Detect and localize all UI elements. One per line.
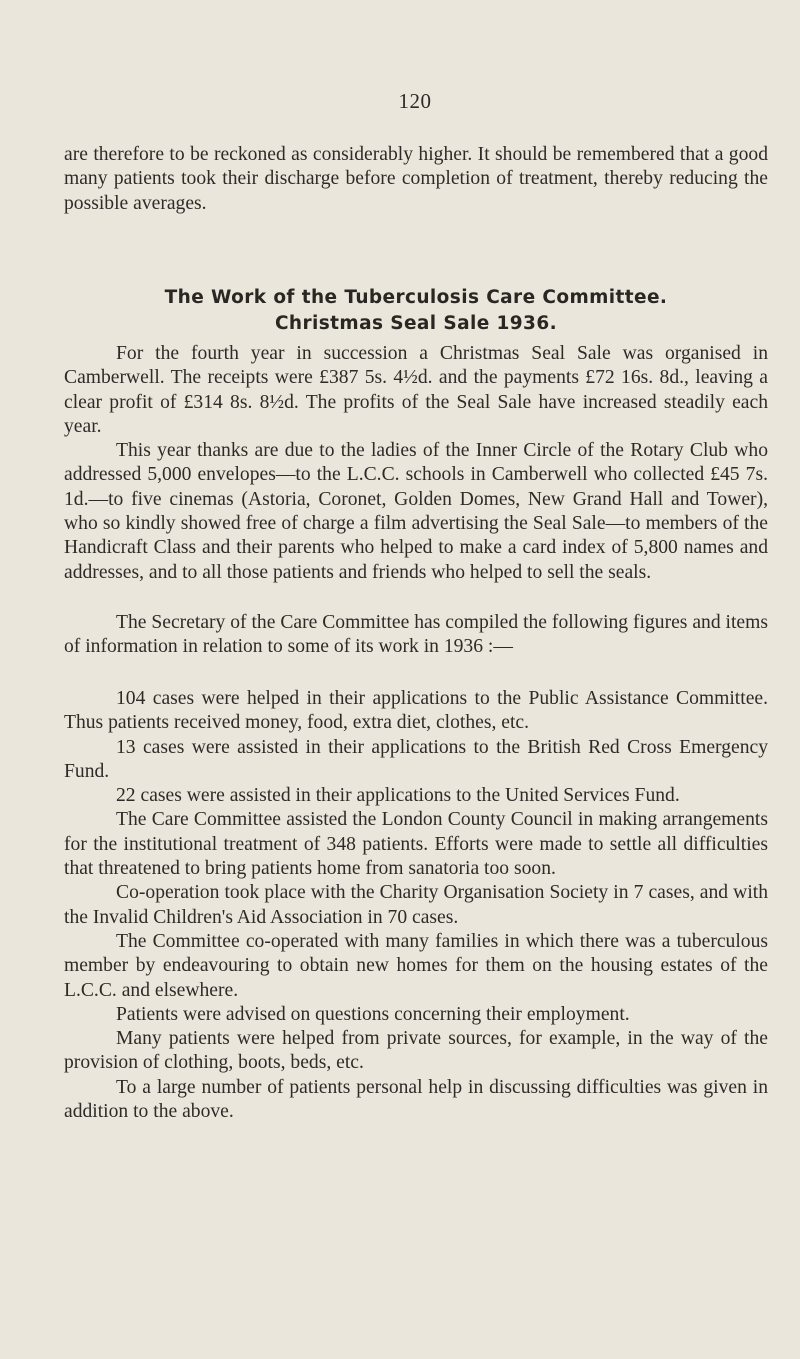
paragraph-public-assistance: 104 cases were helped in their applications to the Public Assistance Committee. Thus patients received money, food, extra diet, clothes, etc. [64, 688, 768, 734]
intro-text: are therefore to be reckoned as considerably higher. It should be remembered that a good many patients took their discharge before completion of treatment, thereby reducing the possible averages. [64, 144, 768, 214]
paragraph-thanks: This year thanks are due to the ladies of the Inner Circle of the Rotary Club who addressed 5,000 envelopes—to the L.C.C. schools in Camberwell who collected £45 7s. 1d.—to five cinemas (Astoria, Coronet, Golden Domes, New Grand Hall and Tower), who so kindly showed free of charge a film advertising the Seal Sale—to members of the Handicraft Class and their parents who helped to make a card index of 5,800 names and addresses, and to all those patients and friends who helped to sell the seals. [64, 440, 768, 583]
seal-sale-section [64, 342, 768, 585]
paragraph-united-services: 22 cases were assisted in their applications to the United Services Fund. [116, 785, 680, 807]
section-title: The Work of the Tuberculosis Care Committee. [164, 287, 668, 308]
cases-list [64, 687, 768, 1124]
paragraph-private-sources: Many patients were helped from private sources, for example, in the way of the provision of clothing, boots, beds, etc. [64, 1028, 768, 1074]
paragraph-personal-help: To a large number of patients personal help in discussing difficulties was given in addition to the above. [64, 1076, 768, 1123]
care-committee-section [64, 611, 768, 660]
paragraph-red-cross: 13 cases were assisted in their applications to the British Red Cross Emergency Fund. [64, 736, 768, 782]
section-subtitle: Christmas Seal Sale 1936. [274, 313, 558, 334]
page-number: 120 [398, 89, 432, 113]
paragraph-secretary: The Secretary of the Care Committee has compiled the following figures and items of information in relation to some of its work in 1936 :— [64, 612, 768, 658]
paragraph-housing: The Committee co-operated with many families in which there was a tuberculous member by endeavouring to obtain new homes for them on the housing estates of the L.C.C. and elsewhere. [64, 930, 768, 1001]
paragraph-institutional-treatment: The Care Committee assisted the London County Council in making arrangements for the institutional treatment of 348 patients. Efforts were made to settle all difficulties that threatened to bring patients home from sanatoria too soon. [64, 809, 768, 880]
paragraph-co-operation: Co-operation took place with the Charity Organisation Society in 7 cases, and with the Invalid Children's Aid Association in 70 cases. [64, 882, 768, 928]
paragraph-receipts: For the fourth year in succession a Christmas Seal Sale was organised in Camberwell. The receipts were £387 5s. 4½d. and the payments £72 16s. 8d., leaving a clear profit of £314 8s. 8½d. The profits of the Seal Sale have increased steadily each year. [64, 343, 768, 437]
paragraph-employment: Patients were advised on questions concerning their employment. [116, 1003, 630, 1025]
intro-paragraph [64, 143, 768, 216]
